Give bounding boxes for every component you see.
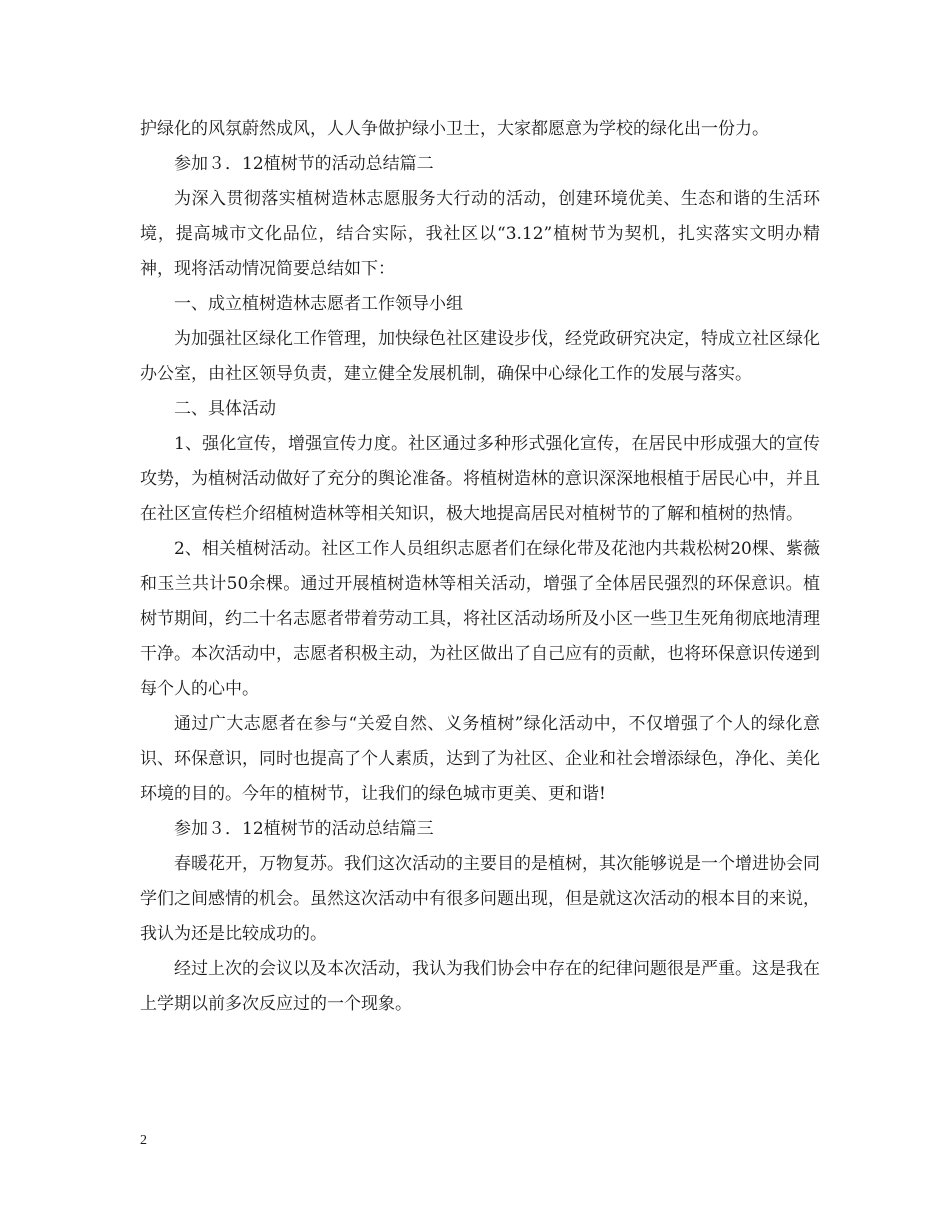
section-heading-part-three: 参加３．12植树节的活动总结篇三 — [174, 819, 434, 839]
document-body — [140, 112, 820, 1022]
paragraph-publicity: 1、强化宣传，增强宣传力度。社区通过多种形式强化宣传，在居民中形成强大的宣传攻势，为植树活动做好了充分的舆论准备。将植树造林的意识深深地根植于居民心中，并且在社区宣传栏介绍植树造林等相关知识，极大地提高居民对植树节的了解和植树的热情。 — [140, 434, 820, 524]
subheading-leadership-group: 一、成立植树造林志愿者工作领导小组 — [174, 294, 463, 314]
page-number: 2 — [140, 1133, 147, 1148]
section-heading-part-two: 参加３．12植树节的活动总结篇二 — [174, 154, 434, 174]
paragraph-continuation: 护绿化的风氛蔚然成风，人人争做护绿小卫士，大家都愿意为学校的绿化出一份力。 — [140, 119, 769, 139]
paragraph-intro: 为深入贯彻落实植树造林志愿服务大行动的活动，创建环境优美、生态和谐的生活环境，提高城市文化品位，结合实际，我社区以“3.12”植树节为契机，扎实落实文明办精神，现将活动情况简要总结如下： — [140, 189, 820, 279]
paragraph-planting: 2、相关植树活动。社区工作人员组织志愿者们在绿化带及花池内共栽松树20棵、紫薇和玉兰共计50余棵。通过开展植树造林等相关活动，增强了全体居民强烈的环保意识。植树节期间，约二十名志愿者带着劳动工具，将社区活动场所及小区一些卫生死角彻底地清理干净。本次活动中，志愿者积极主动，为社区做出了自己应有的贡献，也将环保意识传递到每个人的心中。 — [140, 539, 820, 699]
subheading-activities: 二、具体活动 — [174, 399, 276, 419]
paragraph-leadership: 为加强社区绿化工作管理，加快绿色社区建设步伐，经党政研究决定，特成立社区绿化办公室，由社区领导负责，建立健全发展机制，确保中心绿化工作的发展与落实。 — [140, 329, 820, 384]
paragraph-conclusion: 通过广大志愿者在参与“关爱自然、义务植树”绿化活动中，不仅增强了个人的绿化意识、环保意识，同时也提高了个人素质，达到了为社区、企业和社会增添绿色，净化、美化环境的目的。今年的植树节，让我们的绿色城市更美、更和谐! — [140, 714, 820, 804]
paragraph-discipline: 经过上次的会议以及本次活动，我认为我们协会中存在的纪律问题很是严重。这是我在上学期以前多次反应过的一个现象。 — [140, 959, 820, 1014]
paragraph-spring: 春暖花开，万物复苏。我们这次活动的主要目的是植树，其次能够说是一个增进协会同学们之间感情的机会。虽然这次活动中有很多问题出现，但是就这次活动的根本目的来说，我认为还是比较成功的。 — [140, 854, 820, 944]
